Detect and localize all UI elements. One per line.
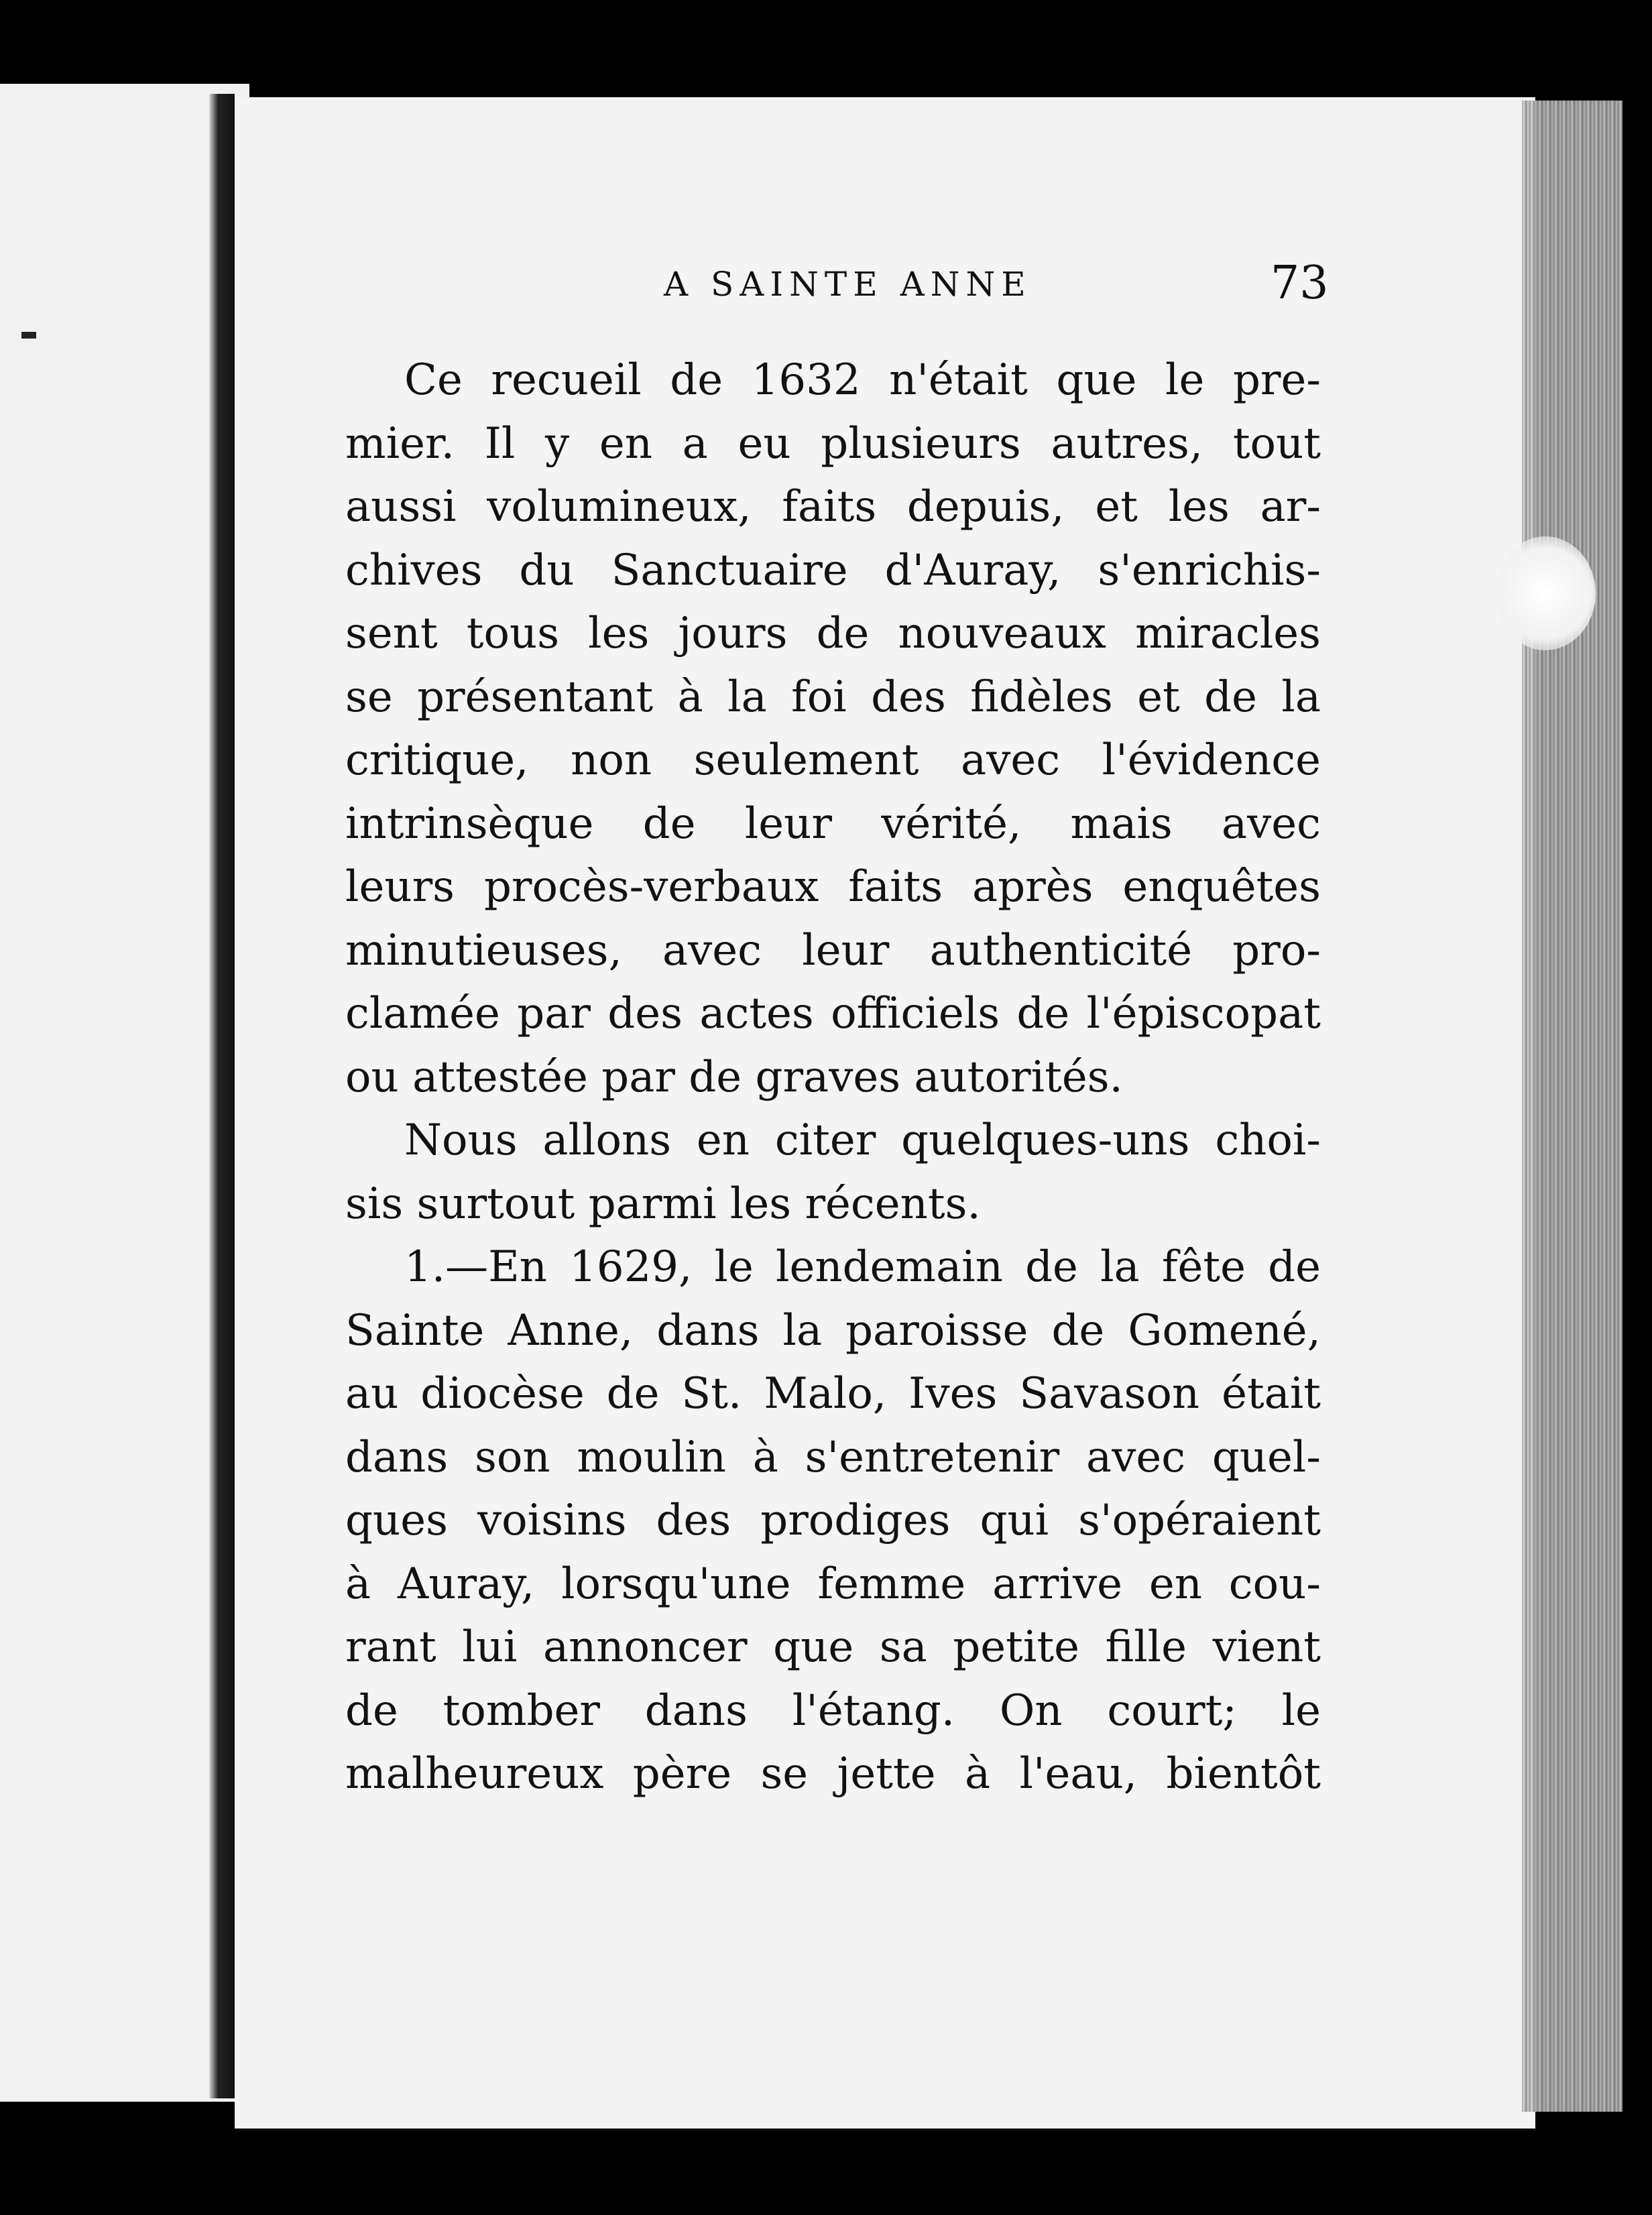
text-line: Sainte Anne, dans la paroisse de Gomené, [345, 1305, 1321, 1356]
text-line: chives du Sanctuaire d'Auray, s'enrichis- [345, 545, 1321, 595]
text-line: 1.—En 1629, le lendemain de la fête de [404, 1242, 1321, 1292]
text-line: sis surtout parmi les récents. [345, 1179, 981, 1229]
text-line: leurs procès-verbaux faits après enquêtes [345, 862, 1321, 912]
text-line: dans son moulin à s'entretenir avec quel- [345, 1432, 1321, 1482]
text-line: malheureux père se jette à l'eau, bientôt [345, 1749, 1321, 1799]
text-line: sent tous les jours de nouveaux miracles [345, 609, 1321, 658]
page-edges [1522, 101, 1622, 2112]
page-body [345, 349, 1321, 1806]
text-line: aussi volumineux, faits depuis, et les ar- [345, 482, 1321, 532]
left-page-marker [21, 332, 36, 339]
text-line: mier. Il y en a eu plusieurs autres, tout [345, 418, 1321, 469]
text-line: intrinsèque de leur vérité, mais avec [345, 798, 1321, 849]
text-line: Ce recueil de 1632 n'était que le pre- [404, 355, 1321, 405]
page-number: 73 [1271, 257, 1329, 310]
text-line: Nous allons en citer quelques-uns choi- [404, 1116, 1321, 1165]
text-line: ques voisins des prodiges qui s'opéraient [345, 1496, 1321, 1545]
text-line: minutieuses, avec leur authenticité pro- [345, 925, 1321, 975]
book-gutter [209, 94, 235, 2098]
text-line: ou attestée par de graves autorités. [345, 1052, 1123, 1102]
running-head: A SAINTE ANNE [664, 265, 1032, 304]
paper-stain [1495, 536, 1596, 650]
text-line: à Auray, lorsqu'une femme arrive en cou- [345, 1559, 1321, 1609]
text-line: rant lui annoncer que sa petite fille vient [345, 1622, 1321, 1672]
text-line: clamée par des actes officiels de l'épiscopat [345, 989, 1321, 1038]
text-line: se présentant à la foi des fidèles et de la [345, 672, 1321, 722]
text-line: de tomber dans l'étang. On court; le [345, 1685, 1321, 1736]
text-line: critique, non seulement avec l'évidence [345, 735, 1321, 785]
text-line: au diocèse de St. Malo, Ives Savason était [345, 1369, 1321, 1419]
